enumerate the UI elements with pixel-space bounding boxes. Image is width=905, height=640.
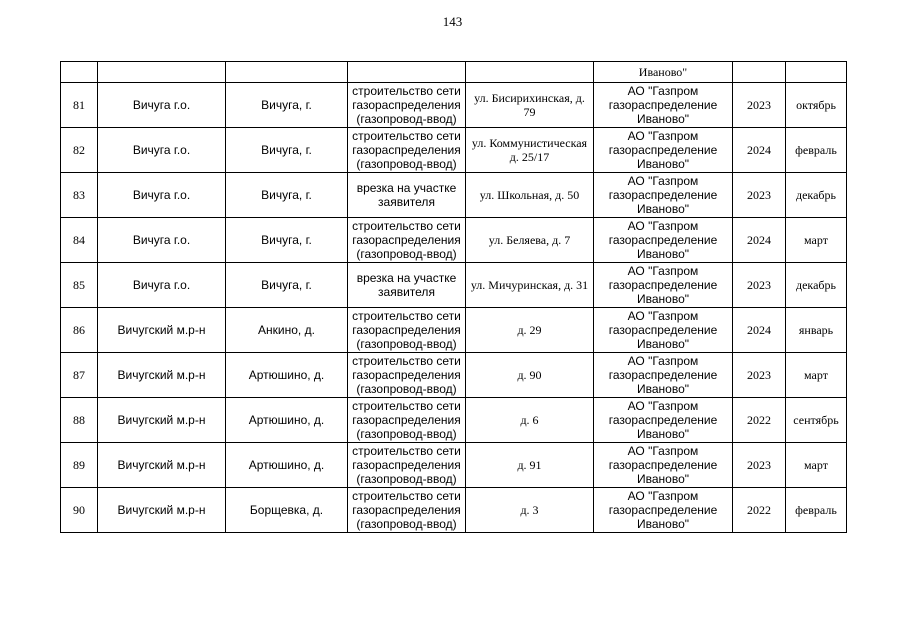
cell-district: Вичугский м.р-н (98, 308, 226, 353)
cell-org: Иваново" (594, 62, 733, 83)
cell-locality: Вичуга, г. (226, 218, 348, 263)
cell-locality: Вичуга, г. (226, 173, 348, 218)
cell-year (733, 62, 786, 83)
cell-work: врезка на участке заявителя (348, 263, 466, 308)
cell-address: д. 6 (466, 398, 594, 443)
cell-org: АО "Газпром газораспределение Иваново" (594, 173, 733, 218)
cell-work: строительство сети газораспределения (газопровод-ввод) (348, 218, 466, 263)
cell-district: Вичугский м.р-н (98, 443, 226, 488)
cell-org: АО "Газпром газораспределение Иваново" (594, 83, 733, 128)
cell-locality: Вичуга, г. (226, 83, 348, 128)
cell-num (61, 62, 98, 83)
cell-work: строительство сети газораспределения (газопровод-ввод) (348, 308, 466, 353)
cell-num: 84 (61, 218, 98, 263)
cell-org: АО "Газпром газораспределение Иваново" (594, 263, 733, 308)
cell-address: ул. Беляева, д. 7 (466, 218, 594, 263)
gas-connection-table (60, 61, 847, 533)
cell-address: ул. Бисирихинская, д. 79 (466, 83, 594, 128)
cell-district: Вичуга г.о. (98, 218, 226, 263)
cell-locality: Борщевка, д. (226, 488, 348, 533)
cell-org: АО "Газпром газораспределение Иваново" (594, 443, 733, 488)
cell-district: Вичугский м.р-н (98, 488, 226, 533)
cell-year: 2022 (733, 398, 786, 443)
table-row (61, 398, 847, 443)
cell-year: 2024 (733, 128, 786, 173)
cell-org: АО "Газпром газораспределение Иваново" (594, 488, 733, 533)
cell-locality: Артюшино, д. (226, 398, 348, 443)
cell-num: 87 (61, 353, 98, 398)
cell-month: декабрь (786, 173, 847, 218)
cell-district: Вичуга г.о. (98, 83, 226, 128)
cell-district: Вичуга г.о. (98, 173, 226, 218)
cell-locality: Артюшино, д. (226, 353, 348, 398)
cell-year: 2024 (733, 308, 786, 353)
table-row (61, 218, 847, 263)
cell-month: сентябрь (786, 398, 847, 443)
cell-address: д. 29 (466, 308, 594, 353)
cell-work (348, 62, 466, 83)
table-row (61, 128, 847, 173)
cell-locality: Анкино, д. (226, 308, 348, 353)
table-row (61, 308, 847, 353)
cell-work: строительство сети газораспределения (газопровод-ввод) (348, 128, 466, 173)
table-row (61, 353, 847, 398)
cell-locality: Артюшино, д. (226, 443, 348, 488)
table-row (61, 62, 847, 83)
cell-month: март (786, 353, 847, 398)
cell-address: ул. Мичуринская, д. 31 (466, 263, 594, 308)
cell-address: ул. Коммунистическая д. 25/17 (466, 128, 594, 173)
cell-org: АО "Газпром газораспределение Иваново" (594, 218, 733, 263)
cell-work: строительство сети газораспределения (газопровод-ввод) (348, 488, 466, 533)
cell-year: 2024 (733, 218, 786, 263)
cell-year: 2022 (733, 488, 786, 533)
cell-num: 85 (61, 263, 98, 308)
cell-work: врезка на участке заявителя (348, 173, 466, 218)
cell-month: февраль (786, 488, 847, 533)
cell-work: строительство сети газораспределения (газопровод-ввод) (348, 398, 466, 443)
cell-district: Вичуга г.о. (98, 128, 226, 173)
cell-org: АО "Газпром газораспределение Иваново" (594, 128, 733, 173)
cell-work: строительство сети газораспределения (газопровод-ввод) (348, 83, 466, 128)
cell-org: АО "Газпром газораспределение Иваново" (594, 353, 733, 398)
cell-month: март (786, 443, 847, 488)
cell-year: 2023 (733, 443, 786, 488)
page-number: 143 (442, 14, 463, 29)
table-row (61, 488, 847, 533)
cell-year: 2023 (733, 173, 786, 218)
cell-num: 82 (61, 128, 98, 173)
cell-org: АО "Газпром газораспределение Иваново" (594, 398, 733, 443)
cell-month: декабрь (786, 263, 847, 308)
cell-work: строительство сети газораспределения (газопровод-ввод) (348, 443, 466, 488)
cell-year: 2023 (733, 353, 786, 398)
cell-address: д. 90 (466, 353, 594, 398)
cell-num: 88 (61, 398, 98, 443)
cell-address (466, 62, 594, 83)
cell-month: январь (786, 308, 847, 353)
cell-num: 83 (61, 173, 98, 218)
cell-district (98, 62, 226, 83)
cell-locality: Вичуга, г. (226, 128, 348, 173)
cell-year: 2023 (733, 83, 786, 128)
cell-year: 2023 (733, 263, 786, 308)
cell-num: 90 (61, 488, 98, 533)
cell-district: Вичугский м.р-н (98, 353, 226, 398)
table-row (61, 173, 847, 218)
table-row (61, 263, 847, 308)
cell-num: 81 (61, 83, 98, 128)
cell-num: 89 (61, 443, 98, 488)
cell-num: 86 (61, 308, 98, 353)
cell-locality: Вичуга, г. (226, 263, 348, 308)
cell-district: Вичугский м.р-н (98, 398, 226, 443)
cell-address: д. 3 (466, 488, 594, 533)
cell-month: октябрь (786, 83, 847, 128)
cell-month: февраль (786, 128, 847, 173)
cell-month: март (786, 218, 847, 263)
cell-month (786, 62, 847, 83)
cell-address: ул. Школьная, д. 50 (466, 173, 594, 218)
cell-org: АО "Газпром газораспределение Иваново" (594, 308, 733, 353)
cell-district: Вичуга г.о. (98, 263, 226, 308)
cell-address: д. 91 (466, 443, 594, 488)
table-row (61, 83, 847, 128)
cell-work: строительство сети газораспределения (газопровод-ввод) (348, 353, 466, 398)
table-row (61, 443, 847, 488)
cell-locality (226, 62, 348, 83)
